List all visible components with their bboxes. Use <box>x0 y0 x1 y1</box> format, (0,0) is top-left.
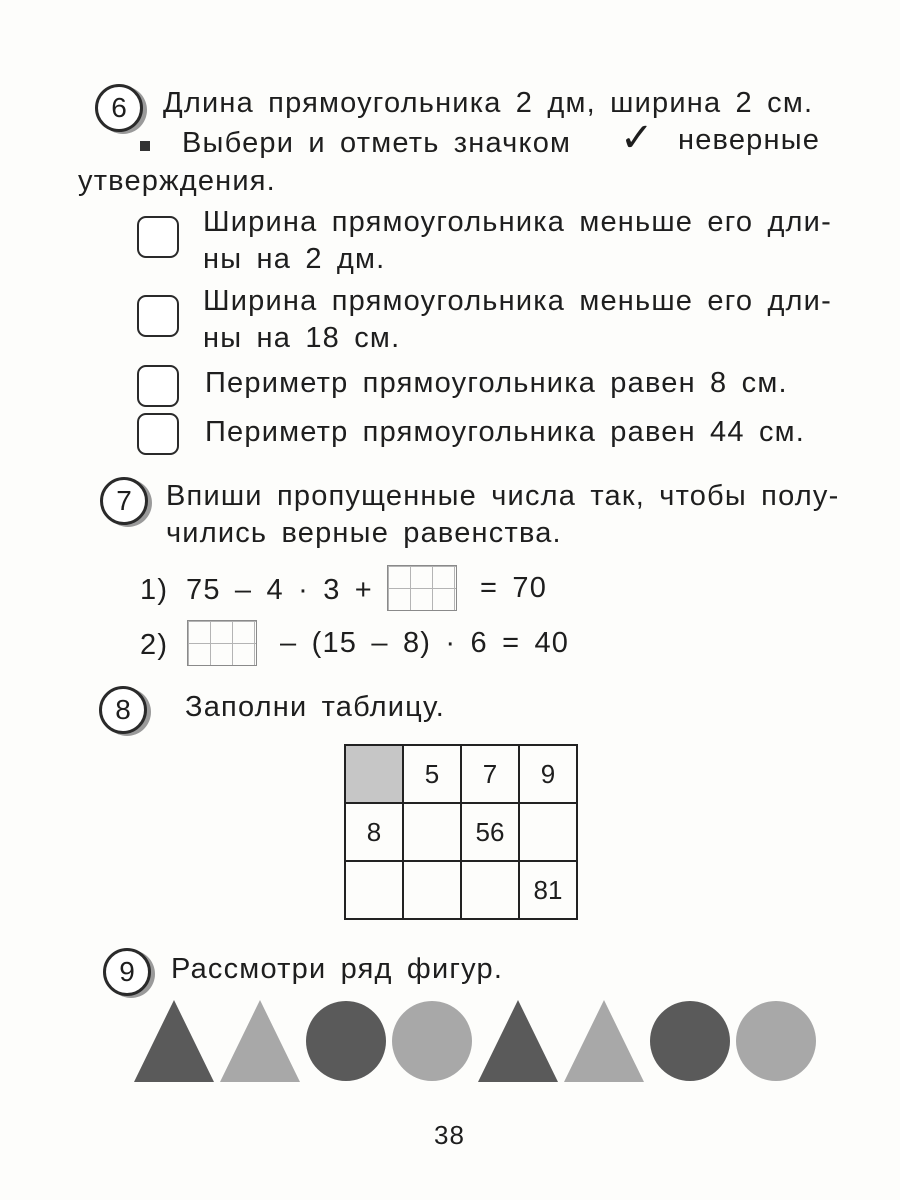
table-cell-blank[interactable] <box>403 803 461 861</box>
table-corner-cell <box>345 745 403 803</box>
option-4-checkbox[interactable] <box>137 413 179 455</box>
table-cell-blank[interactable] <box>345 861 403 919</box>
dark-circle-shape <box>306 1001 386 1081</box>
bullet-icon <box>140 141 150 151</box>
shapes-row <box>130 998 830 1090</box>
table-cell: 9 <box>519 745 577 803</box>
task-6-instruction-line2: утверждения. <box>78 165 276 197</box>
option-1-line1: Ширина прямоугольника меньше его дли- <box>203 206 832 238</box>
task-6-statement: Длина прямоугольника 2 дм, ширина 2 см. <box>163 87 814 119</box>
light-triangle-shape <box>564 1000 644 1082</box>
table-cell: 81 <box>519 861 577 919</box>
table-row <box>345 861 577 919</box>
equation-1-left: 75 – 4 · 3 + <box>186 574 373 606</box>
table-cell: 7 <box>461 745 519 803</box>
light-triangle-shape <box>220 1000 300 1082</box>
option-2-checkbox[interactable] <box>137 295 179 337</box>
table-cell-blank[interactable] <box>519 803 577 861</box>
equation-2-prefix: 2) <box>140 629 169 661</box>
task-7-line1: Впиши пропущенные числа так, чтобы полу- <box>166 480 840 512</box>
equation-1-answer-box[interactable] <box>387 565 457 611</box>
option-1-checkbox[interactable] <box>137 216 179 258</box>
task-8-instruction: Заполни таблицу. <box>185 691 446 723</box>
dark-triangle-shape <box>134 1000 214 1082</box>
fill-table <box>344 744 578 920</box>
task-9-instruction: Рассмотри ряд фигур. <box>171 953 504 985</box>
task-7-line2: чились верные равенства. <box>166 517 562 549</box>
check-mark-icon: ✓ <box>620 115 654 161</box>
option-4-text: Периметр прямоугольника равен 44 см. <box>205 416 806 448</box>
table-cell-blank[interactable] <box>461 861 519 919</box>
task-7-number: 7 <box>100 477 148 525</box>
table-row <box>345 745 577 803</box>
task-9-number: 9 <box>103 948 151 996</box>
option-2-line1: Ширина прямоугольника меньше его дли- <box>203 285 832 317</box>
dark-circle-shape <box>650 1001 730 1081</box>
light-circle-shape <box>392 1001 472 1081</box>
equation-2-right: – (15 – 8) · 6 = 40 <box>280 627 570 659</box>
option-1-line2: ны на 2 дм. <box>203 243 386 275</box>
option-3-text: Периметр прямоугольника равен 8 см. <box>205 367 788 399</box>
table-cell: 56 <box>461 803 519 861</box>
light-circle-shape <box>736 1001 816 1081</box>
dark-triangle-shape <box>478 1000 558 1082</box>
equation-1-prefix: 1) <box>140 574 169 606</box>
task-6-instruction-part2: неверные <box>678 124 821 156</box>
page-number: 38 <box>434 1120 465 1150</box>
table-cell: 8 <box>345 803 403 861</box>
equation-1-right: = 70 <box>480 572 548 604</box>
equation-2-answer-box[interactable] <box>187 620 257 666</box>
table-row <box>345 803 577 861</box>
option-2-line2: ны на 18 см. <box>203 322 401 354</box>
option-3-checkbox[interactable] <box>137 365 179 407</box>
table-cell-blank[interactable] <box>403 861 461 919</box>
task-6-number: 6 <box>95 84 143 132</box>
task-8-number: 8 <box>99 686 147 734</box>
task-6-instruction-part1: Выбери и отметь значком <box>182 127 572 159</box>
table-cell: 5 <box>403 745 461 803</box>
